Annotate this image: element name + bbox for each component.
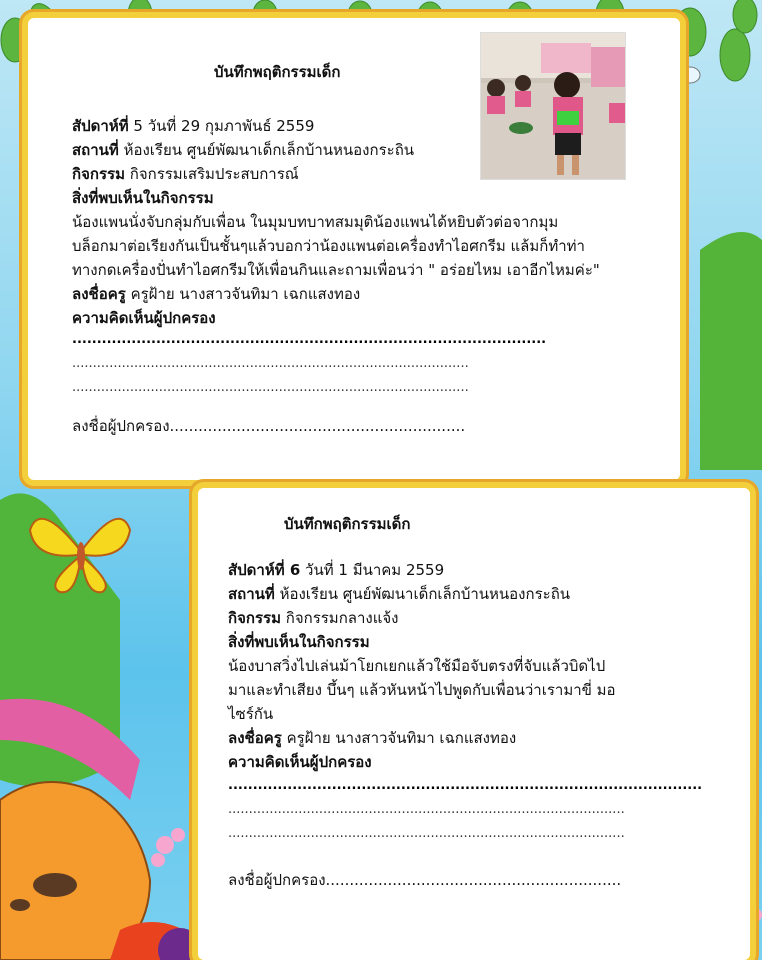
parent-signature-line[interactable]: ลงชื่อผู้ปกครอง.............................................................. [72, 417, 466, 435]
observed-text-line: ไซร์กัน [228, 705, 274, 723]
behavior-record-card-week-6 [198, 488, 750, 960]
place-line: สถานที่ ห้องเรียน ศูนย์พัฒนาเด็กเล็กบ้านหนองกระถิน [228, 585, 571, 603]
comment-dotted-line[interactable]: ................................................................................................ [72, 380, 469, 395]
parent-comment-heading: ความคิดเห็นผู้ปกครอง [228, 753, 372, 771]
parent-signature-line[interactable]: ลงชื่อผู้ปกครอง.............................................................. [228, 871, 622, 889]
observed-text-line: น้องบาสวิ่งไปเล่นม้าโยกเยกแล้วใช้มือจับตรงที่จับแล้วบิดไป [228, 657, 606, 675]
comment-dotted-line[interactable]: ................................................................................................ [228, 802, 625, 817]
observed-text-line: น้องแพนนั่งจับกลุ่มกับเพื่อน ในมุมบทบาทสมมุติน้องแพนได้หยิบตัวต่อจากมุม [72, 213, 559, 231]
teacher-signature-line: ลงชื่อครู ครูฝ้าย นางสาวจันทิมา เฉกแสงทอง [72, 285, 361, 303]
parent-comment-heading: ความคิดเห็นผู้ปกครอง [72, 309, 216, 327]
teacher-signature-line: ลงชื่อครู ครูฝ้าย นางสาวจันทิมา เฉกแสงทอง [228, 729, 517, 747]
week-date-line: สัปดาห์ที่ 5 วันที่ 29 กุมภาพันธ์ 2559 [72, 117, 315, 135]
activity-line: กิจกรรม กิจกรรมกลางแจ้ง [228, 609, 399, 627]
place-line: สถานที่ ห้องเรียน ศูนย์พัฒนาเด็กเล็กบ้านหนองกระถิน [72, 141, 415, 159]
child-activity-photo [480, 32, 626, 180]
comment-dotted-line[interactable]: ................................................................................................ [228, 778, 703, 793]
observed-text-line: ทางกดเครื่องปั่นทำไอศกรีมให้เพื่อนกินและถามเพื่อนว่า " อร่อยไหม เอาอีกไหมค่ะ" [72, 261, 600, 279]
comment-dotted-line[interactable]: ................................................................................................ [72, 332, 547, 347]
observed-heading: สิ่งที่พบเห็นในกิจกรรม [72, 189, 214, 207]
comment-dotted-line[interactable]: ................................................................................................ [228, 826, 625, 841]
record-title: บันทึกพฤติกรรมเด็ก [214, 63, 341, 81]
week-date-line: สัปดาห์ที่ 6 วันที่ 1 มีนาคม 2559 [228, 561, 445, 579]
observed-text-line: บล็อกมาต่อเรียงกันเป็นชั้นๆแล้วบอกว่าน้องแพนต่อเครื่องทำไอศกรีม แล้มก็ทำท่า [72, 237, 585, 255]
bush-right [700, 232, 762, 470]
cartoon-character-decoration [0, 782, 202, 960]
observed-text-line: มาและทำเสียง บึ้นๆ แล้วหันหน้าไปพูดกับเพื่อนว่าเรามาขี่ มอ [228, 681, 616, 699]
classroom-photo-illustration [481, 33, 625, 179]
activity-line: กิจกรรม กิจกรรมเสริมประสบการณ์ [72, 165, 299, 183]
comment-dotted-line[interactable]: ................................................................................................ [72, 356, 469, 371]
record-title: บันทึกพฤติกรรมเด็ก [284, 515, 411, 533]
observed-heading: สิ่งที่พบเห็นในกิจกรรม [228, 633, 370, 651]
